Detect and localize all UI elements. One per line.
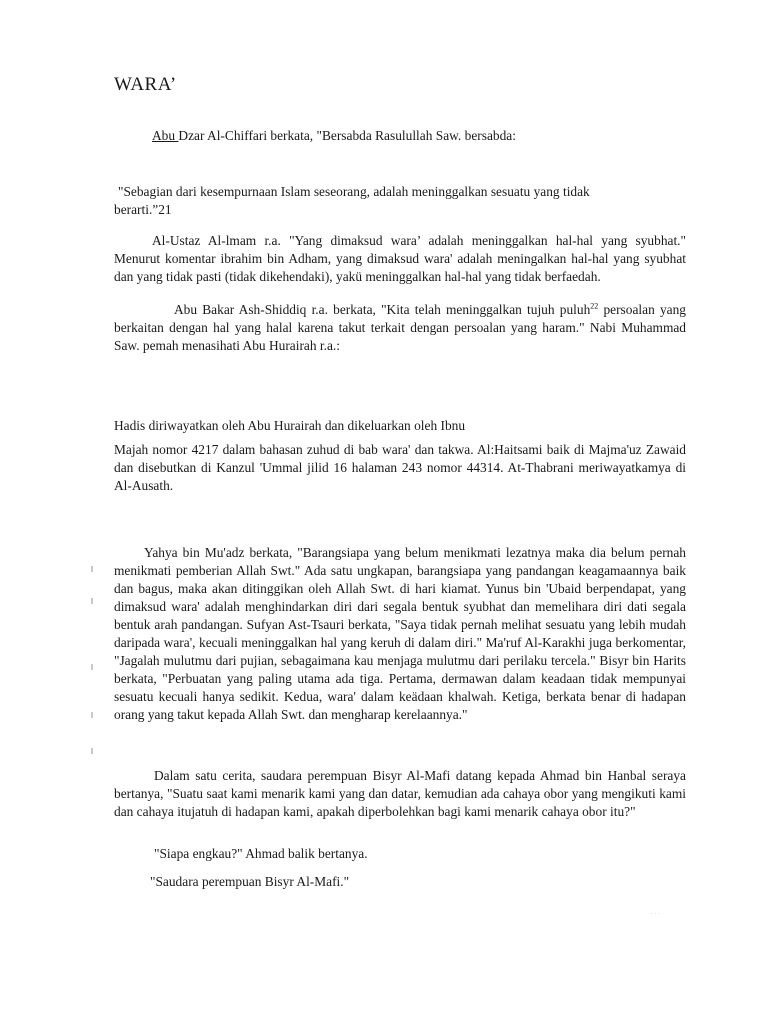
paragraph-al-ustaz: Al-Ustaz Al-lmam r.a. "Yang dimaksud wara’ adalah meninggalkan hal-hal yang syubhat." Menurut komentar ibrahim bin Adham, yang dimaksud wara' adalah meningalkan hal-hal yang syubhat dan yang tidak pasti (tidak dikehendaki), yakü meninggalkan hal-hal yang tidak berfaedah. (114, 233, 686, 284)
paragraph-story: Dalam satu cerita, saudara perempuan Bisyr Al-Mafi datang kepada Ahmad bin Hanbal seraya bertanya, "Suatu saat kami menarik kami yang dan datar, kemudian ada cahaya obor yang mengikuti kami dan cahaya itujatuh di hadapan kami, apakah diperbolehkan bagi kami menarik cahaya obor itu?" (114, 768, 686, 819)
document-title: WARA’ (114, 74, 177, 95)
paragraph-footnote-source: Majah nomor 4217 dalam bahasan zuhud di bab wara' dan takwa. Al:Haitsami baik di Majma'uz Zawaid dan disebutkan di Kanzul 'Ummal jilid 16 halaman 243 nomor 44314. At-Thabrani meriwayatkamya di Al-Ausath. (114, 442, 686, 493)
underlined-word: Abu (152, 128, 179, 143)
scan-mark (91, 748, 93, 754)
scan-mark (91, 566, 93, 572)
footnote-marker: 22 (590, 301, 599, 311)
scan-mark (91, 712, 93, 718)
scan-smudge: · · · (650, 910, 661, 918)
scan-mark (91, 598, 93, 604)
paragraph-footnote-intro: Hadis diriwayatkan oleh Abu Hurairah dan dikeluarkan oleh Ibnu (114, 418, 466, 433)
paragraph-text: Dzar Al-Chiffari berkata, "Bersabda Rasulullah Saw. bersabda: (178, 128, 516, 143)
paragraph-abu-dzar (114, 127, 686, 145)
paragraph-yahya: Yahya bin Mu'adz berkata, "Barangsiapa yang belum menikmati lezatnya maka dia belum pernah menikmati pemberian Allah Swt." Ada satu ungkapan, barangsiapa yang pandangan keagamaannya baik dan bagus, maka akan ditinggikan oleh Allah Swt. di hari kiamat. Yunus bin 'Ubaid berpendapat, yang dimaksud wara' adalah menghindarkan diri dari segala bentuk syubhat dan memelihara diri dati segala bentuk arah pandangan. Sufyan Ast-Tsauri berkata, "Saya tidak pernah melihat sesuatu yang lebih mudah daripada wara', kecuali meninggalkan hal yang keruh di dalam diri." Ma'ruf Al-Karakhi juga berkomentar, "Jagalah mulutmu dari pujian, sebagaimana kau menjaga mulutmu dari perilaku tercela." Bisyr bin Harits berkata, "Perbuatan yang paling utama ada tiga. Pertama, dermawan dalam keadaan tidak mempunyai sesuatu kecuali hanya sedikit. Kedua, wara' dalam keädaan khalwah. Ketiga, berkata benar di hadapan orang yang takut kepada Allah Swt. dan mengharap kerelaannya." (114, 545, 686, 722)
paragraph-hadith-quote: "Sebagian dari kesempurnaan Islam seseorang, adalah meninggalkan sesuatu yang tidak berarti.”21 (114, 184, 590, 217)
paragraph-answer: "Saudara perempuan Bisyr Al-Mafi." (150, 874, 350, 889)
scan-mark (91, 664, 93, 670)
paragraph-abu-bakar (114, 301, 686, 355)
paragraph-text: persoalan yang berkaitan dengan hal yang halal karena takut terkait dengan persoalan yang haram." Nabi Muhammad Saw. pemah menasihati Abu Hurairah r.a.: (114, 302, 686, 353)
paragraph-text: Abu Bakar Ash-Shiddiq r.a. berkata, "Kita telah meninggalkan tujuh puluh (174, 302, 591, 317)
paragraph-question: "Siapa engkau?" Ahmad balik bertanya. (154, 846, 368, 861)
